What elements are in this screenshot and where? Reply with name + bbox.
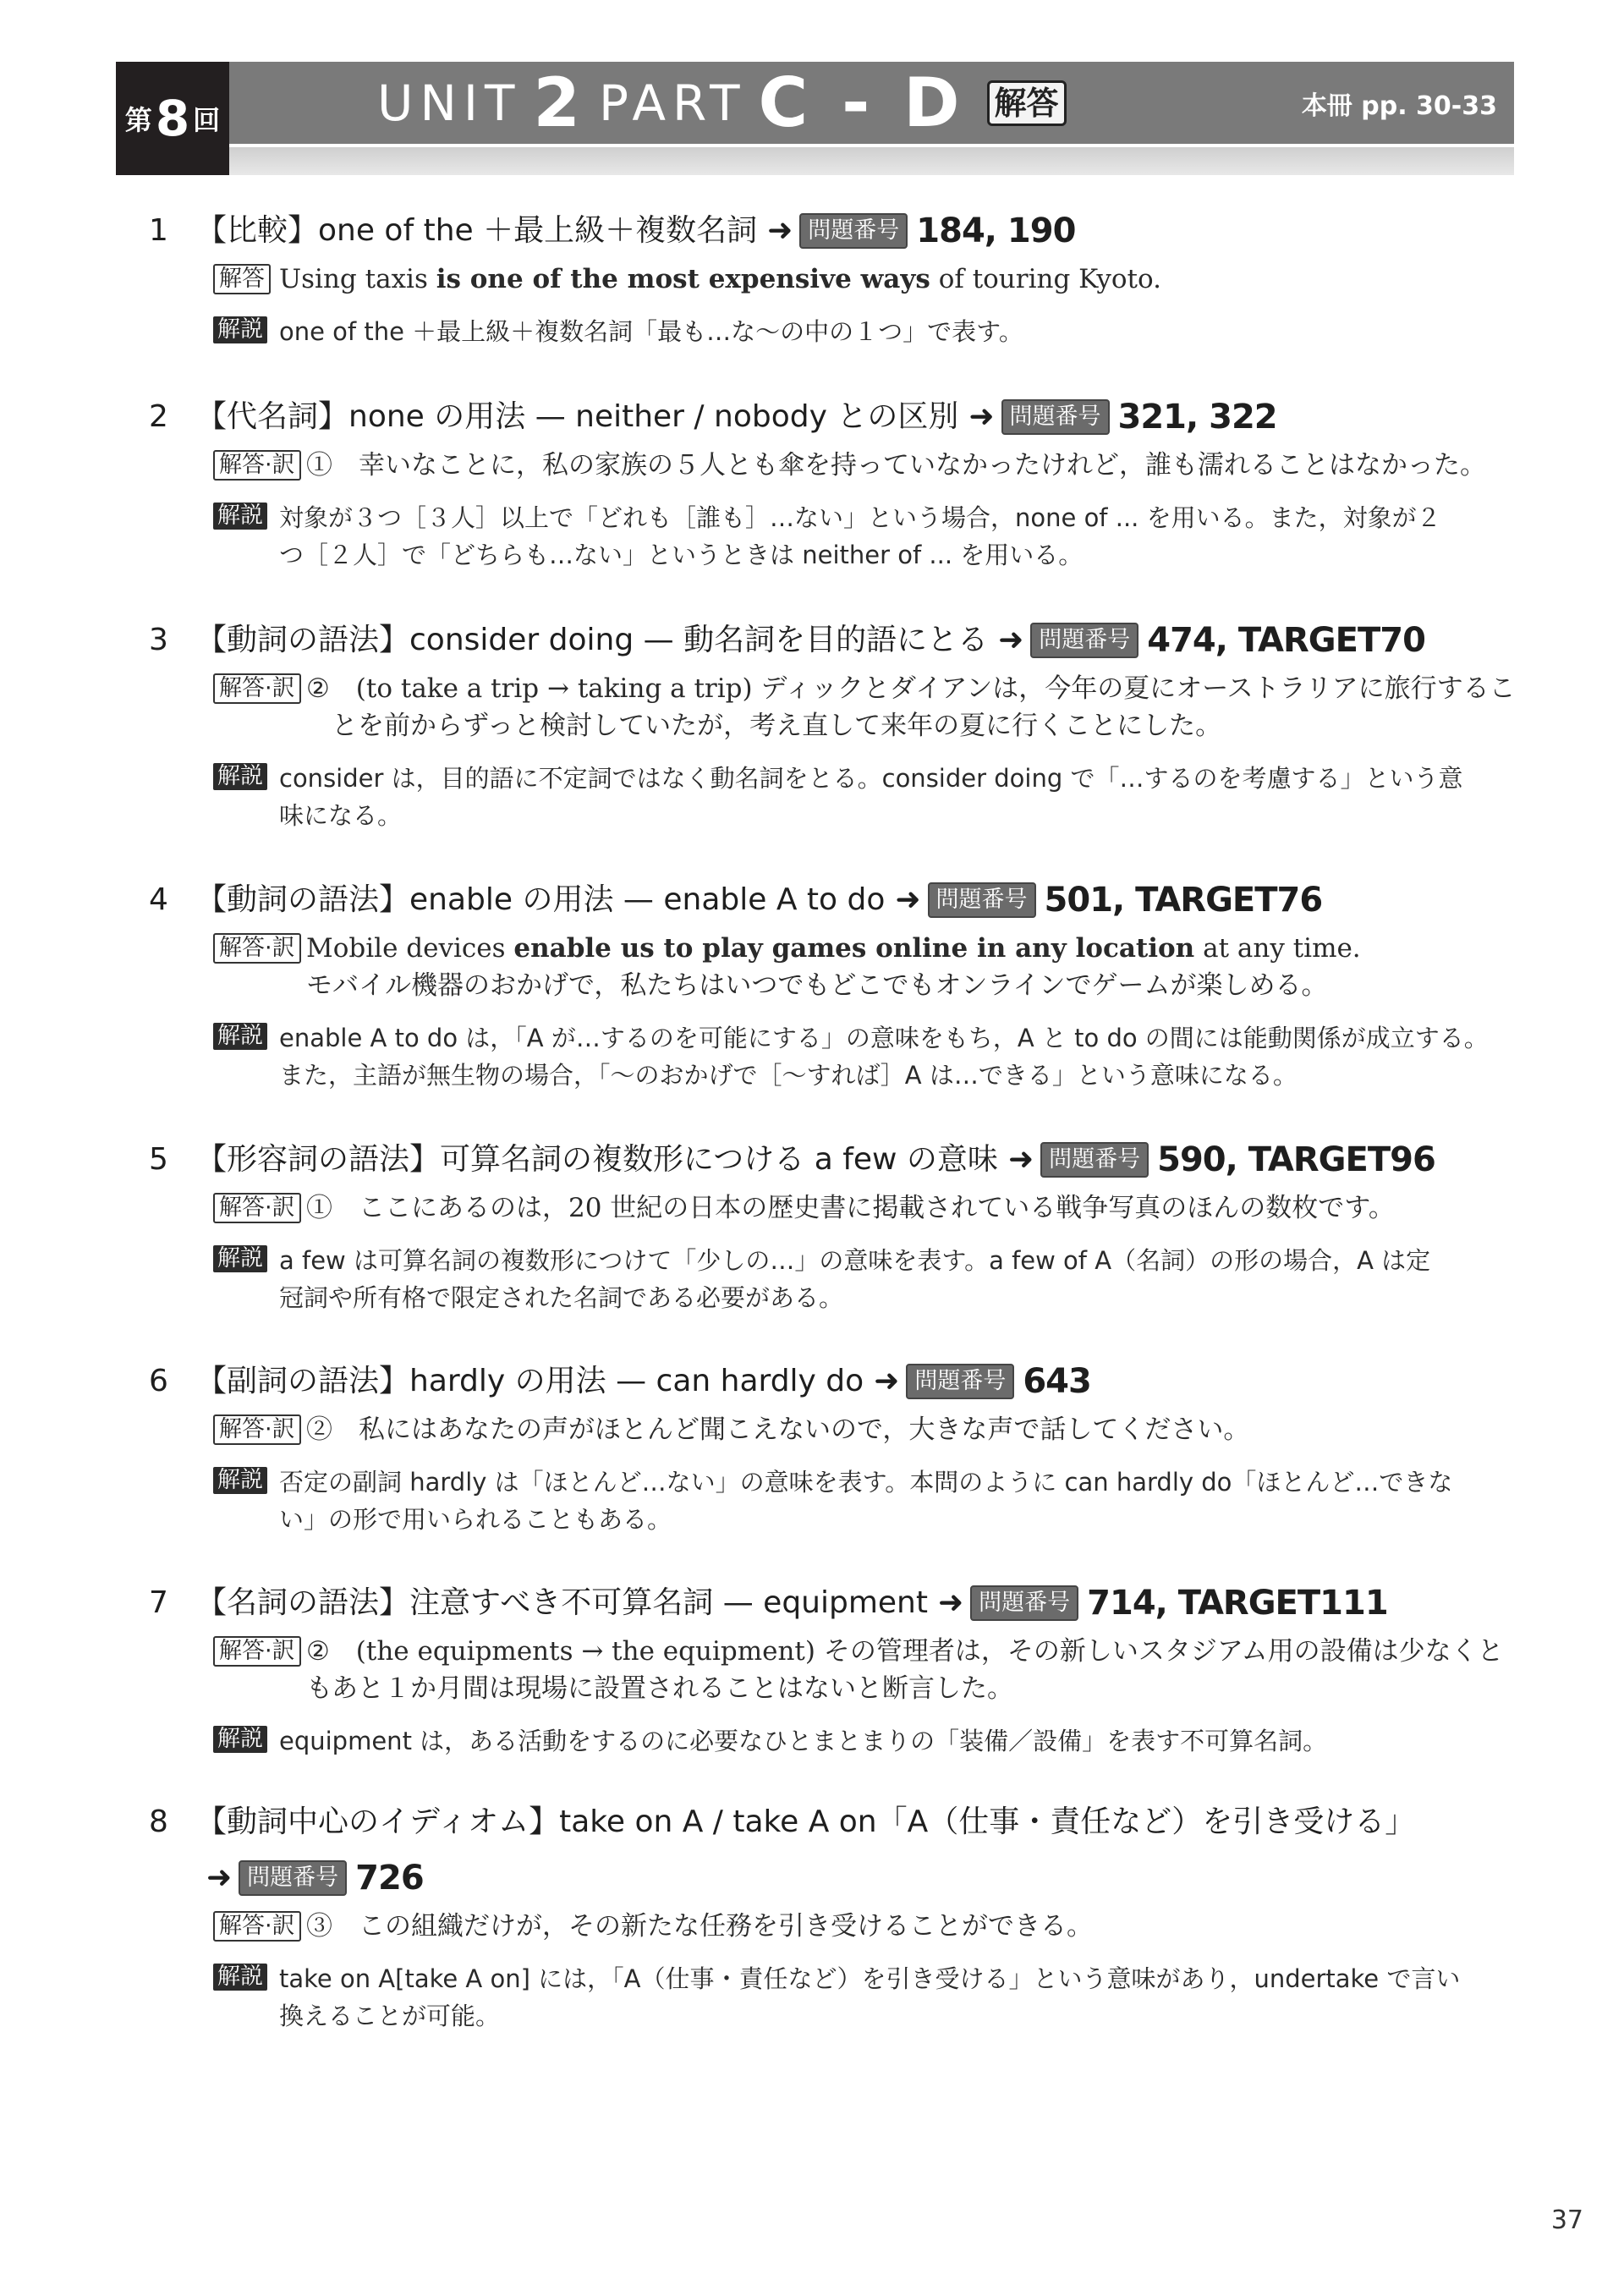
explanation-label: 解説 (213, 1467, 267, 1494)
explanation-line: つ［２人］で「どちらも…ない」というときは neither of ... を用いる。 (279, 541, 1084, 569)
answer-line: あと１か月間は現場に設置されることはないと断言した。 (332, 1673, 1013, 1704)
item-heading (149, 206, 1519, 255)
answer-row (213, 670, 1516, 746)
unit-word: UNIT (377, 74, 522, 132)
explanation-row (213, 1464, 1516, 1540)
answer-label: 解答·訳 (213, 450, 301, 481)
explanation-line: 換えることが可能。 (279, 2002, 501, 2030)
explanation-label: 解説 (213, 316, 267, 343)
explanation-row (213, 313, 1516, 352)
round-suffix: 回 (193, 104, 221, 136)
explanation-line: a few は可算名詞の複数形につけて「少しの…」の意味を表す。a few of A（名詞）の形の場合，A は定 (279, 1246, 1431, 1275)
item-title-line (196, 616, 1425, 665)
explanation-line: equipment は，ある活動をするのに必要なひとまとまりの「装備／設備」を表す不可算名詞。 (279, 1727, 1328, 1755)
explanation-row (213, 1242, 1516, 1318)
item-heading-continued (149, 1854, 1519, 1903)
item-heading (149, 393, 1519, 442)
explanation-line: 対象が３つ［３人］以上で「どれも［誰も］…ない」という場合，none of ... を用いる。また，対象が２ (279, 503, 1441, 532)
item-heading (149, 1579, 1519, 1628)
item-number: 4 (149, 882, 168, 917)
question-number-badge: 問題番号 (1040, 1142, 1149, 1178)
question-number-badge: 問題番号 (239, 1860, 347, 1896)
explanation-line: 味になる。 (279, 801, 403, 830)
item-number: 8 (149, 1804, 168, 1839)
explanation-line: い」の形で用いられることもある。 (279, 1505, 672, 1534)
answer-item-7 (149, 1579, 1519, 1755)
explanation-label: 解説 (213, 763, 267, 790)
answer-line: とを前からずっと検討していたが，考え直して来年の夏に行くことにした。 (332, 711, 1222, 741)
explanation-row (213, 1722, 1516, 1761)
question-number-badge: 問題番号 (1030, 623, 1138, 658)
answer-item-3 (149, 616, 1519, 830)
title-bar (229, 62, 1514, 144)
question-number-badge: 問題番号 (906, 1364, 1014, 1399)
item-number: 1 (149, 213, 168, 248)
item-number: 2 (149, 399, 168, 434)
arrow-icon: ➜ (938, 1585, 964, 1620)
question-numbers: 714, TARGET111 (1087, 1584, 1388, 1623)
item-title-line (196, 1135, 1435, 1184)
explanation-line: consider は，目的語に不定詞ではなく動名詞をとる。consider doing で「…するのを考慮する」という意 (279, 764, 1463, 793)
question-number-badge: 問題番号 (970, 1585, 1078, 1621)
explanation-label: 解説 (213, 1726, 267, 1753)
explanation-row (213, 1019, 1516, 1096)
explanation-label: 解説 (213, 1964, 267, 1991)
item-number: 5 (149, 1142, 168, 1177)
answer-row (213, 1189, 1516, 1228)
question-numbers: 321, 322 (1117, 398, 1277, 437)
explanation-line: enable A to do は，「A が…するのを可能にする」の意味をもち，A と to do の間には能動関係が成立する。 (279, 1024, 1489, 1052)
explanation-label: 解説 (213, 503, 267, 530)
item-number: 3 (149, 623, 168, 657)
part-letters: C - D (758, 63, 965, 142)
item-number: 6 (149, 1364, 168, 1398)
answer-row (213, 1411, 1516, 1450)
item-heading (149, 876, 1519, 925)
answer-line: ③ この組織だけが，その新たな任務を引き受けることができる。 (306, 1911, 1093, 1942)
question-number-badge: 問題番号 (799, 213, 908, 249)
item-title: 【動詞の語法】consider doing — 動名詞を目的語にとる (196, 623, 989, 657)
answer-text-part: Using taxis (279, 264, 436, 294)
question-number-badge: 問題番号 (1001, 399, 1110, 435)
item-title-line (196, 1579, 1388, 1628)
question-numbers: 590, TARGET96 (1157, 1140, 1435, 1179)
round-prefix: 第 (124, 104, 152, 136)
item-title-line (196, 1357, 1091, 1406)
answer-item-2 (149, 393, 1519, 569)
question-numbers: 474, TARGET70 (1147, 621, 1425, 660)
answer-emphasis: is one of the most expensive ways (436, 264, 930, 294)
item-title: 【動詞中心のイディオム】take on A / take A on「A（仕事・責任など）を引き受ける」 (196, 1804, 1416, 1839)
page-number: 37 (1550, 2205, 1583, 2235)
answer-text-part: of touring Kyoto. (930, 264, 1161, 294)
arrow-icon: ➜ (968, 399, 995, 434)
explanation-line: また，主語が無生物の場合，「～のおかげで［～すれば］A は…できる」という意味になる。 (279, 1061, 1298, 1090)
item-heading (149, 1357, 1519, 1406)
answer-item-5 (149, 1135, 1519, 1312)
answer-item-8 (149, 1798, 1519, 2030)
item-title: 【比較】one of the ＋最上級＋複数名詞 (196, 213, 758, 248)
answer-item-4 (149, 876, 1519, 1090)
question-numbers: 726 (355, 1859, 424, 1898)
answer-emphasis: enable us to play games online in any location (513, 933, 1195, 964)
answer-text-part: Mobile devices (306, 933, 514, 964)
page-reference: 本冊 pp. 30-33 (1301, 91, 1497, 121)
answer-line: ② (the equipments → the equipment) その管理者は，その新しいスタジアム用の設備は少なくとも (306, 1636, 1504, 1704)
answer-item-1 (149, 206, 1519, 346)
round-badge (116, 62, 229, 175)
answer-text-part: at any time. (1194, 933, 1361, 964)
question-numbers: 501, TARGET76 (1044, 881, 1323, 920)
item-heading (149, 616, 1519, 665)
explanation-line: 冠詞や所有格で限定された名詞である必要がある。 (279, 1283, 844, 1312)
arrow-icon: ➜ (895, 882, 921, 917)
question-numbers: 643 (1023, 1362, 1091, 1401)
explanation-row (213, 760, 1516, 836)
answer-label: 解答·訳 (213, 1193, 301, 1223)
answer-line: ② (to take a trip → taking a trip) ディックとダイアンは，今年の夏にオーストラリアに旅行するこ (306, 673, 1516, 704)
answer-label: 解答·訳 (213, 1414, 301, 1445)
explanation-row (213, 499, 1516, 575)
answer-text (306, 930, 1516, 967)
arrow-icon: ➜ (874, 1364, 900, 1398)
explanation-line: one of the ＋最上級＋複数名詞「最も…な～の中の１つ」で表す。 (279, 317, 1023, 346)
item-title: 【名詞の語法】注意すべき不可算名詞 — equipment (196, 1585, 928, 1620)
explanation-label: 解説 (213, 1023, 267, 1050)
round-number: 8 (155, 90, 190, 147)
item-number: 7 (149, 1585, 168, 1620)
explanation-line: take on A[take A on] には，「A（仕事・責任など）を引き受ける」という意味があり，undertake で言い (279, 1964, 1461, 1993)
answer-item-6 (149, 1357, 1519, 1534)
unit-header (116, 62, 1514, 175)
item-title: 【動詞の語法】enable の用法 — enable A to do (196, 882, 886, 917)
part-word: PART (599, 74, 747, 132)
answer-row (213, 930, 1516, 1006)
answer-line: ① ここにあるのは，20 世紀の日本の歴史書に掲載されている戦争写真のほんの数枚です。 (306, 1193, 1395, 1223)
answer-line: ① 幸いなことに，私の家族の５人とも傘を持っていなかったけれど，誰も濡れることはなかった。 (306, 450, 1486, 481)
answer-label: 解答·訳 (213, 1636, 301, 1667)
answer-text (279, 261, 1516, 298)
item-title: 【代名詞】none の用法 — neither / nobody との区別 (196, 399, 959, 434)
answer-label: 解答·訳 (213, 933, 301, 964)
answer-tag: 解答 (987, 80, 1067, 126)
item-heading (149, 1798, 1519, 1847)
answer-row (213, 447, 1516, 486)
answer-label: 解答 (213, 264, 271, 294)
unit-number: 2 (533, 63, 581, 142)
answer-label: 解答·訳 (213, 673, 301, 704)
explanation-line: 否定の副詞 hardly は「ほとんど…ない」の意味を表す。本問のように can hardly do「ほとんど…できな (279, 1468, 1453, 1497)
explanation-label: 解説 (213, 1245, 267, 1272)
title-strip (229, 147, 1514, 175)
arrow-icon: ➜ (206, 1860, 233, 1895)
arrow-icon: ➜ (767, 213, 793, 248)
item-title: 【形容詞の語法】可算名詞の複数形につける a few の意味 (196, 1142, 998, 1177)
item-title: 【副詞の語法】hardly の用法 — can hardly do (196, 1364, 864, 1398)
page-title (377, 62, 1067, 144)
item-title-line (196, 876, 1322, 925)
answer-label: 解答·訳 (213, 1911, 301, 1942)
arrow-icon: ➜ (998, 623, 1024, 657)
answer-row (213, 1633, 1516, 1709)
answer-row (213, 261, 1516, 299)
item-heading (149, 1135, 1519, 1184)
item-title-line (196, 393, 1277, 442)
question-number-badge: 問題番号 (928, 882, 1036, 918)
answer-line: ② 私にはあなたの声がほとんど聞こえないので，大きな声で話してください。 (306, 1414, 1250, 1445)
answer-row (213, 1908, 1516, 1947)
item-title-line (196, 206, 1075, 255)
question-numbers: 184, 190 (916, 211, 1076, 250)
answer-line: モバイル機器のおかげで，私たちはいつでもどこでもオンラインでゲームが楽しめる。 (306, 970, 1328, 1001)
arrow-icon: ➜ (1007, 1142, 1034, 1177)
item-title-line (206, 1854, 424, 1903)
explanation-row (213, 1960, 1516, 2036)
